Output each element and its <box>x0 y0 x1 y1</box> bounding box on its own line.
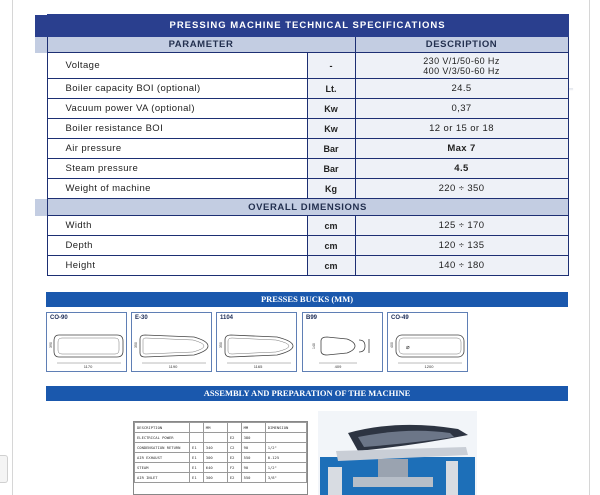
desc-line: 400 V/3/50-60 Hz <box>423 65 500 76</box>
desc-value: 24.5 <box>355 79 568 99</box>
buck-width: 350 <box>134 342 138 348</box>
dim-row <box>35 236 568 256</box>
spec-row <box>35 159 568 179</box>
connections-table <box>133 421 308 495</box>
bucks-section-bar: PRESSES BUCKS (MM) <box>46 292 568 307</box>
table-header-row <box>135 423 307 433</box>
param-label: Depth <box>47 236 307 256</box>
param-label: Air pressure <box>47 139 307 159</box>
desc-line: 230 V/1/50-60 Hz <box>423 55 500 66</box>
header-parameter: PARAMETER <box>47 37 355 53</box>
table-cell: AIR INLET <box>135 473 190 483</box>
spec-row <box>35 139 568 159</box>
table-row <box>135 443 307 453</box>
buck-length: 409 <box>334 364 342 369</box>
param-label: Voltage <box>47 53 307 79</box>
desc-value: 125 ÷ 170 <box>355 216 568 236</box>
table-cell: 550 <box>241 473 265 483</box>
buck-card <box>46 312 127 372</box>
spec-row <box>35 79 568 99</box>
spec-row <box>35 179 568 199</box>
table-row <box>135 453 307 463</box>
table-row <box>135 433 307 443</box>
buck-drawing <box>388 313 469 373</box>
buck-drawing <box>303 313 384 373</box>
spec-table <box>35 14 569 276</box>
unit-value: Kw <box>307 99 355 119</box>
desc-value: 140 ÷ 180 <box>355 256 568 276</box>
buck-card <box>302 312 383 372</box>
unit-value: cm <box>307 236 355 256</box>
table-cell: MM <box>203 423 227 433</box>
desc-value: 220 ÷ 350 <box>355 179 568 199</box>
dim-row <box>35 216 568 236</box>
spec-row-voltage <box>35 53 568 79</box>
table-cell: 0.125 <box>265 453 306 463</box>
buck-drawing <box>217 313 298 373</box>
table-cell: 300 <box>203 453 227 463</box>
buck-length: 1165 <box>253 364 263 369</box>
table-cell: 300 <box>203 473 227 483</box>
table-cell: E2 <box>227 433 241 443</box>
unit-value: Kg <box>307 179 355 199</box>
spec-row <box>35 99 568 119</box>
desc-value: 120 ÷ 135 <box>355 236 568 256</box>
spec-title: PRESSING MACHINE TECHNICAL SPECIFICATIONS <box>47 15 568 37</box>
table-cell: E1 <box>190 453 204 463</box>
table-cell: E2 <box>227 453 241 463</box>
machine-photo <box>318 411 477 495</box>
buck-width: 140 <box>312 343 316 349</box>
param-label: Boiler capacity BOI (optional) <box>47 79 307 99</box>
table-cell: 550 <box>241 453 265 463</box>
table-cell: 1/2" <box>265 443 306 453</box>
dim-row <box>35 256 568 276</box>
param-label: Steam pressure <box>47 159 307 179</box>
table-cell <box>190 433 204 443</box>
unit-value: - <box>307 53 355 79</box>
unit-value: cm <box>307 256 355 276</box>
buck-drawing <box>47 313 128 373</box>
buck-width: 390 <box>49 342 53 348</box>
param-label: Weight of machine <box>47 179 307 199</box>
table-cell: 1/2" <box>265 463 306 473</box>
unit-value: Kw <box>307 119 355 139</box>
buck-drawing <box>132 313 213 373</box>
buck-width: 400 <box>390 342 394 348</box>
table-cell: 340 <box>203 443 227 453</box>
table-cell <box>203 433 227 443</box>
table-cell: DIMENSION <box>265 423 306 433</box>
table-cell: DESCRIPTION <box>135 423 190 433</box>
table-cell: 3/8" <box>265 473 306 483</box>
param-label: Width <box>47 216 307 236</box>
table-cell: CONDENSATION RETURN <box>135 443 190 453</box>
table-cell: C2 <box>227 443 241 453</box>
table-row <box>135 463 307 473</box>
desc-value: Max 7 <box>355 139 568 159</box>
table-cell: AIR EXHAUST <box>135 453 190 463</box>
buck-length: 1170 <box>83 364 93 369</box>
table-cell: E1 <box>190 443 204 453</box>
sidebar-tab[interactable] <box>0 455 8 483</box>
diameter-icon: ⌀ <box>406 345 410 351</box>
buck-card <box>131 312 212 372</box>
table-cell <box>265 433 306 443</box>
desc-value: 12 or 15 or 18 <box>355 119 568 139</box>
section-header-row <box>35 199 568 216</box>
spec-row <box>35 119 568 139</box>
param-label: Vacuum power VA (optional) <box>47 99 307 119</box>
buck-name: 1104 <box>220 315 234 321</box>
spec-title-row <box>35 15 568 37</box>
table-cell: MM <box>241 423 265 433</box>
table-cell: E1 <box>190 473 204 483</box>
unit-value: Bar <box>307 139 355 159</box>
unit-value: Lt. <box>307 79 355 99</box>
table-cell: 380 <box>241 433 265 443</box>
param-label: Height <box>47 256 307 276</box>
buck-card <box>216 312 297 372</box>
table-cell <box>190 423 204 433</box>
table-cell: F2 <box>227 463 241 473</box>
unit-value: cm <box>307 216 355 236</box>
table-cell: ELECTRICAL POWER <box>135 433 190 443</box>
spec-header-row <box>35 37 568 53</box>
buck-name: E-30 <box>135 315 148 321</box>
buck-length: 1200 <box>424 364 434 369</box>
buck-length: 1190 <box>168 364 178 369</box>
param-label: Boiler resistance BOI <box>47 119 307 139</box>
unit-value: Bar <box>307 159 355 179</box>
buck-name: CO-49 <box>391 315 409 321</box>
table-cell: 90 <box>241 443 265 453</box>
assembly-section-bar: ASSEMBLY AND PREPARATION OF THE MACHINE <box>46 386 568 401</box>
table-cell <box>227 423 241 433</box>
desc-value: 4.5 <box>355 159 568 179</box>
buck-width: 350 <box>219 342 223 348</box>
section-title: OVERALL DIMENSIONS <box>47 199 568 216</box>
table-cell: E2 <box>227 473 241 483</box>
desc-value <box>355 53 568 79</box>
desc-value: 0,37 <box>355 99 568 119</box>
header-description: DESCRIPTION <box>355 37 568 53</box>
buck-name: CO-90 <box>50 315 68 321</box>
buck-name: B99 <box>306 315 318 321</box>
table-cell: 90 <box>241 463 265 473</box>
table-cell: 640 <box>203 463 227 473</box>
table-cell: E1 <box>190 463 204 473</box>
buck-card <box>387 312 468 372</box>
table-row <box>135 473 307 483</box>
table-cell: STEAM <box>135 463 190 473</box>
